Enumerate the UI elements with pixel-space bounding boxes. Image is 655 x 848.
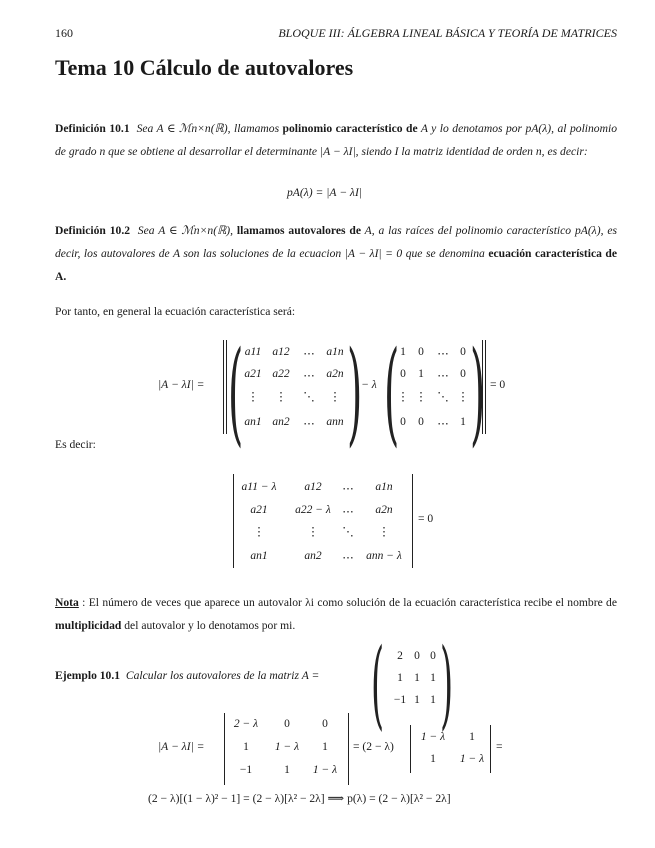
eq1-paren-a-left: ( (228, 328, 244, 458)
eq1-i-cell: ⋯ (437, 418, 449, 430)
eq2-cell: ⋮ (253, 526, 265, 538)
eq2-cell: a2n (375, 504, 393, 516)
chapter-title: Tema 10 Cálculo de autovalores (55, 55, 354, 80)
eq1-a-cell: a2n (326, 368, 344, 380)
example-cell: 1 (414, 672, 420, 684)
eq2-cell: ⋯ (342, 552, 354, 564)
eq1-a-cell: a1n (326, 346, 344, 358)
eq2-cell: a1n (375, 481, 393, 493)
eq1-paren-i-left: ( (384, 328, 400, 458)
eq3-cell: 0 (284, 718, 290, 730)
def1-text-b: A y lo denotamos por pA(λ), al polinomio de grado n que se obtiene al desarrollar el determinante |A − λI|, siendo I la matriz identidad de orden n, es decir: (55, 122, 617, 158)
eq1-a-cell: a21 (244, 368, 262, 380)
definition-10-1 (55, 117, 617, 163)
definition-10-2 (55, 219, 617, 288)
es-decir: Es decir: (55, 438, 96, 451)
ex-paren-right: ) (440, 628, 454, 740)
eq3-minor-cell: 1 (469, 731, 475, 743)
example-cell: −1 (393, 694, 407, 706)
eq1-minus-lambda: − λ (361, 378, 377, 391)
note-text-a: : El número de veces que aparece un autovalor λi como solución de la ecuación característica recibe el nombre de (78, 596, 617, 609)
eq2-cell: ⋮ (307, 526, 319, 538)
eq1-rhs: = 0 (490, 378, 506, 391)
eq1-a-cell: ann (326, 416, 344, 428)
example-cell: 2 (397, 650, 403, 662)
eq1-i-cell: 1 (400, 346, 406, 358)
final-line: (2 − λ)[(1 − λ)² − 1] = (2 − λ)[λ² − 2λ] ⟹ p(λ) = (2 − λ)[λ² − 2λ] (148, 792, 451, 805)
eq1-a-cell: an1 (244, 416, 262, 428)
eq1-i-cell: ⋮ (397, 391, 409, 403)
eq1-i-cell: ⋯ (437, 348, 449, 360)
eq1-i-cell: 0 (400, 416, 406, 428)
def2-text-a: Sea A ∈ ℳn×n(ℝ), (137, 224, 237, 237)
page-number: 160 (55, 26, 73, 40)
eq1-i-cell: 0 (460, 346, 466, 358)
eq1-i-cell: 0 (460, 368, 466, 380)
note-text-b: del autovalor y lo denotamos por mi. (121, 619, 296, 632)
eq2-cell: ⋱ (342, 526, 354, 538)
eq3-minor-bar-left (410, 725, 411, 773)
example-label: Ejemplo 10.1 (55, 669, 121, 682)
eq1-i-cell: 0 (418, 346, 424, 358)
eq3-cell: 1 − λ (274, 741, 300, 753)
eq3-cell: 1 (284, 764, 290, 776)
eq3-cell: 2 − λ (233, 718, 259, 730)
eq2-cell: an2 (304, 550, 322, 562)
example-text: Calcular los autovalores de la matriz A = (125, 669, 320, 682)
eq1-i-cell: ⋱ (437, 391, 449, 403)
eq2-rhs: = 0 (418, 512, 434, 525)
eq1-paren-a-right: ) (347, 328, 363, 458)
example-cell: 1 (430, 694, 436, 706)
note-label: Nota (55, 596, 79, 609)
eq1-a-cell: ⋯ (303, 348, 315, 360)
example-cell: 1 (414, 694, 420, 706)
eq1-i-cell: ⋮ (415, 391, 427, 403)
def2-bold-b: ecuación característica de A. (55, 247, 617, 283)
eq3-cell: 1 (322, 741, 328, 753)
eq1-paren-i-right: ) (470, 328, 486, 458)
def2-text-b: A, a las raíces del polinomio característico pA(λ), es decir, los autovalores de A son las soluciones de la ecuacion |A − λI| = 0 que se denomina (55, 224, 617, 260)
def1-text-a: Sea A ∈ ℳn×n(ℝ), llamamos (136, 122, 283, 135)
eq2-cell: ⋯ (342, 483, 354, 495)
eq1-a-cell: ⋮ (247, 391, 259, 403)
eq3-det-bar-right (348, 713, 349, 785)
eq3-minor-bar-right (490, 725, 491, 773)
eq1-det-bar-left-inner (226, 340, 227, 434)
eq2-cell: an1 (250, 550, 268, 562)
note-multiplicidad (55, 591, 617, 637)
eq3-det-bar-left (224, 713, 225, 785)
eq1-a-cell: a11 (244, 346, 262, 358)
def1-bold: polinomio característico de (282, 122, 418, 135)
eq1-a-cell: a12 (272, 346, 290, 358)
eq1-a-cell: ⋮ (329, 391, 341, 403)
example-cell: 1 (397, 672, 403, 684)
eq1-i-cell: ⋮ (457, 391, 469, 403)
eq1-i-cell: 0 (400, 368, 406, 380)
eq3-cell: 1 − λ (312, 764, 338, 776)
eq2-cell: a21 (250, 504, 268, 516)
eq3-minor-cell: 1 − λ (420, 731, 446, 743)
eq3-minor-cell: 1 − λ (459, 753, 485, 765)
eq3-mid: = (2 − λ) (353, 740, 394, 753)
eq3-lhs: |A − λI| = (158, 740, 205, 753)
eq2-cell: a12 (304, 481, 322, 493)
eq2-cell: ⋮ (378, 526, 390, 538)
example-cell: 0 (414, 650, 420, 662)
eq1-det-bar-right-inner (485, 340, 486, 434)
eq2-cell: a22 − λ (295, 504, 331, 516)
eq2-det-bar-right (412, 474, 413, 568)
general-equation-intro: Por tanto, en general la ecuación característica será: (55, 305, 296, 318)
example-10-1 (55, 669, 319, 682)
eq1-a-cell: ⋯ (303, 370, 315, 382)
eq3-cell: −1 (239, 764, 253, 776)
example-cell: 1 (430, 672, 436, 684)
eq1-lhs: |A − λI| = (158, 378, 205, 391)
eq1-a-cell: ⋮ (275, 391, 287, 403)
note-bold: multiplicidad (55, 619, 122, 632)
def1-formula: pA(λ) = |A − λI| (287, 186, 362, 199)
eq3-cell: 0 (322, 718, 328, 730)
eq2-cell: ⋯ (342, 506, 354, 518)
eq3-minor-cell: 1 (430, 753, 436, 765)
running-header: BLOQUE III: ÁLGEBRA LINEAL BÁSICA Y TEORÍA DE MATRICES (278, 26, 617, 40)
def1-label: Definición 10.1 (55, 122, 130, 135)
eq3-cell: 1 (243, 741, 249, 753)
eq1-a-cell: an2 (272, 416, 290, 428)
eq1-i-cell: 1 (418, 368, 424, 380)
eq1-det-bar-right (482, 340, 483, 434)
eq1-a-cell: ⋱ (303, 391, 315, 403)
eq1-a-cell: ⋯ (303, 418, 315, 430)
eq1-i-cell: 1 (460, 416, 466, 428)
eq3-rhs: = (496, 740, 503, 753)
eq1-i-cell: 0 (418, 416, 424, 428)
eq1-det-bar-left (223, 340, 224, 434)
eq2-cell: ann − λ (366, 550, 402, 562)
example-cell: 0 (430, 650, 436, 662)
eq1-a-cell: a22 (272, 368, 290, 380)
eq2-cell: a11 − λ (241, 481, 277, 493)
def2-label: Definición 10.2 (55, 224, 131, 237)
eq1-i-cell: ⋯ (437, 370, 449, 382)
def2-bold-a: llamamos autovalores de (236, 224, 361, 237)
ex-paren-left: ( (371, 628, 385, 740)
eq2-det-bar-left (233, 474, 234, 568)
